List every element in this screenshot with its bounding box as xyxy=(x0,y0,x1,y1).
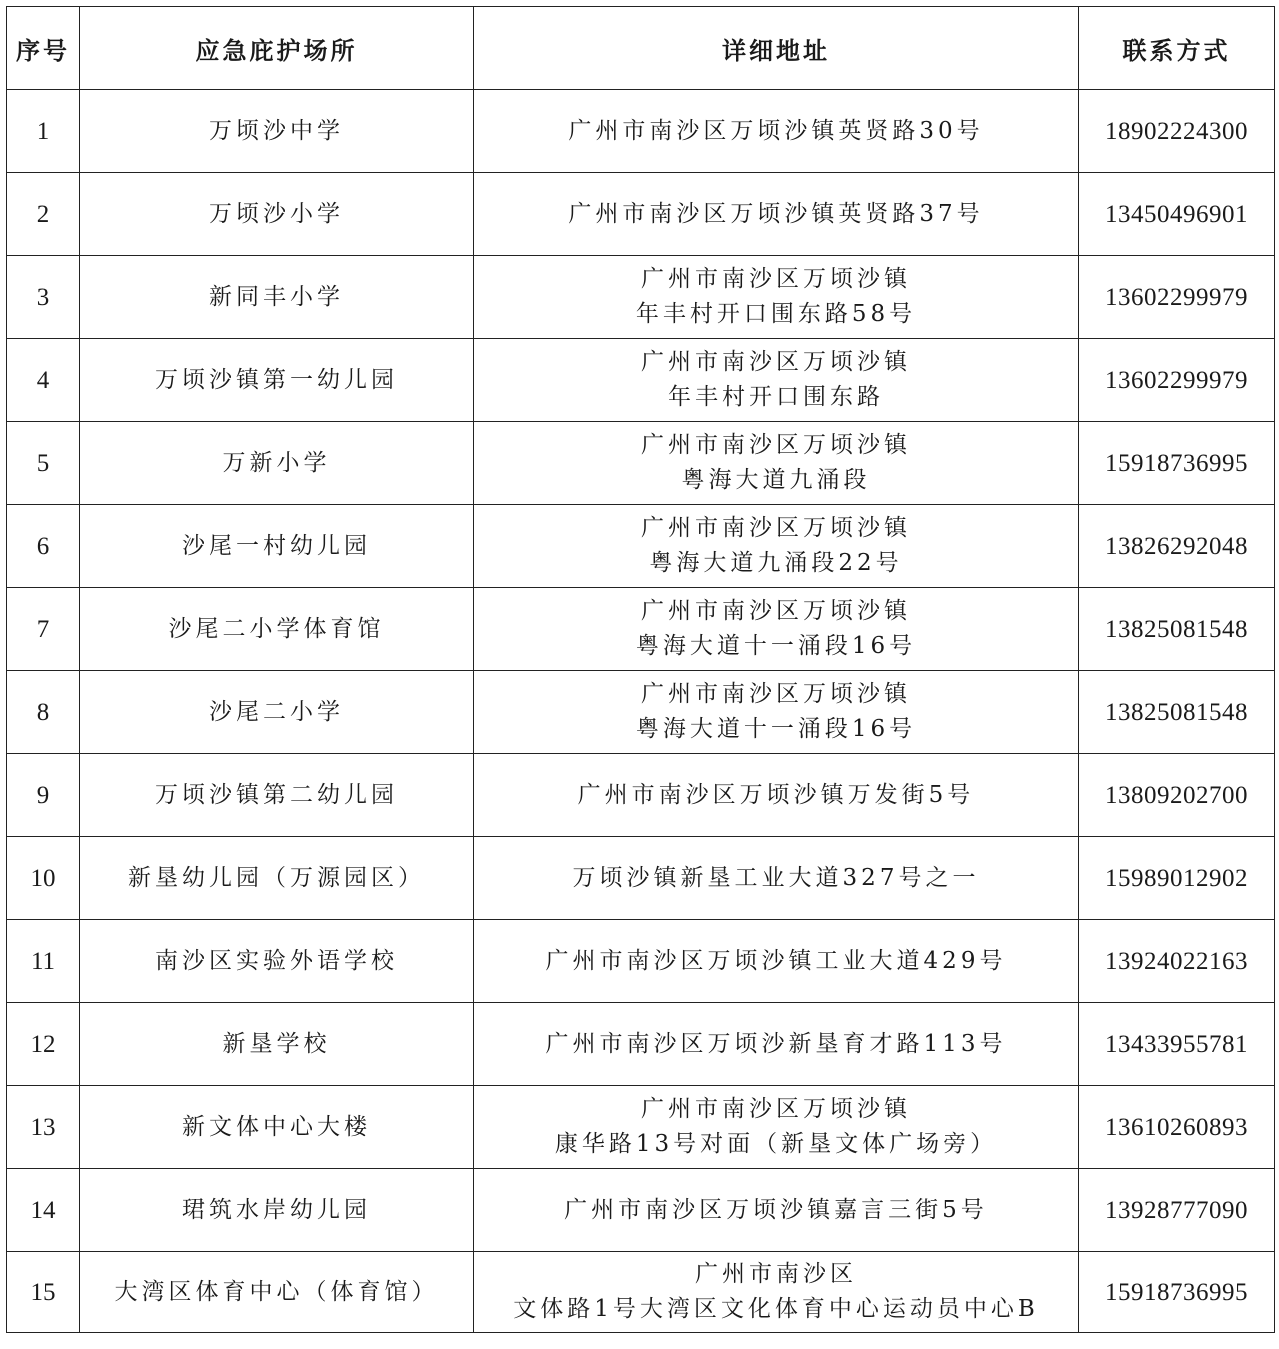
shelter-name: 万顷沙镇第二幼儿园 xyxy=(80,754,474,837)
contact-phone: 13924022163 xyxy=(1079,920,1275,1003)
contact-phone: 13825081548 xyxy=(1079,588,1275,671)
shelter-name: 新垦学校 xyxy=(80,1003,474,1086)
row-number: 5 xyxy=(7,422,80,505)
table-row xyxy=(7,588,1275,671)
row-number: 9 xyxy=(7,754,80,837)
contact-phone: 13809202700 xyxy=(1079,754,1275,837)
address-line: 广州市南沙区万顷沙镇 xyxy=(641,681,911,707)
shelter-name: 新垦幼儿园（万源园区） xyxy=(80,837,474,920)
address-line: 广州市南沙区万顷沙镇 xyxy=(641,598,911,624)
header-row xyxy=(7,7,1275,90)
shelter-address xyxy=(474,1169,1079,1252)
table-row xyxy=(7,256,1275,339)
row-number: 7 xyxy=(7,588,80,671)
header-contact: 联系方式 xyxy=(1079,7,1275,90)
shelter-address xyxy=(474,754,1079,837)
table-row xyxy=(7,339,1275,422)
table-row xyxy=(7,422,1275,505)
table-row xyxy=(7,1252,1275,1333)
shelter-address xyxy=(474,1086,1079,1169)
contact-phone: 15918736995 xyxy=(1079,1252,1275,1333)
shelter-name: 万新小学 xyxy=(80,422,474,505)
address-line: 广州市南沙区万顷沙镇 xyxy=(641,1096,911,1122)
address-line: 粤海大道九涌段22号 xyxy=(649,550,903,576)
address-line: 广州市南沙区万顷沙镇万发街5号 xyxy=(577,781,975,808)
row-number: 13 xyxy=(7,1086,80,1169)
row-number: 2 xyxy=(7,173,80,256)
row-number: 3 xyxy=(7,256,80,339)
shelter-address xyxy=(474,505,1079,588)
table-row xyxy=(7,1003,1275,1086)
address-line: 广州市南沙区 xyxy=(695,1261,857,1287)
table-header xyxy=(7,7,1275,90)
address-line: 广州市南沙区万顷沙镇 xyxy=(641,432,911,458)
shelter-address xyxy=(474,422,1079,505)
shelter-name: 沙尾二小学 xyxy=(80,671,474,754)
contact-phone: 13602299979 xyxy=(1079,256,1275,339)
contact-phone: 18902224300 xyxy=(1079,90,1275,173)
address-line: 广州市南沙区万顷沙镇工业大道429号 xyxy=(545,947,1007,974)
address-line: 文体路1号大湾区文化体育中心运动员中心B xyxy=(513,1296,1039,1322)
shelter-address xyxy=(474,588,1079,671)
contact-phone: 13450496901 xyxy=(1079,173,1275,256)
shelter-address xyxy=(474,671,1079,754)
contact-phone: 13610260893 xyxy=(1079,1086,1275,1169)
row-number: 8 xyxy=(7,671,80,754)
contact-phone: 15918736995 xyxy=(1079,422,1275,505)
address-line: 万顷沙镇新垦工业大道327号之一 xyxy=(572,864,980,891)
address-line: 粤海大道十一涌段16号 xyxy=(635,716,917,742)
shelter-address xyxy=(474,256,1079,339)
shelter-name: 新同丰小学 xyxy=(80,256,474,339)
address-line: 粤海大道十一涌段16号 xyxy=(635,633,917,659)
address-line: 广州市南沙区万顷沙镇 xyxy=(641,515,911,541)
address-line: 康华路13号对面（新垦文体广场旁） xyxy=(554,1131,998,1157)
contact-phone: 13602299979 xyxy=(1079,339,1275,422)
shelter-address xyxy=(474,920,1079,1003)
contact-phone: 15989012902 xyxy=(1079,837,1275,920)
shelter-address xyxy=(474,837,1079,920)
shelter-name: 万顷沙中学 xyxy=(80,90,474,173)
shelter-address xyxy=(474,1252,1079,1333)
address-line: 粤海大道九涌段 xyxy=(681,467,871,493)
shelter-address xyxy=(474,90,1079,173)
contact-phone: 13433955781 xyxy=(1079,1003,1275,1086)
contact-phone: 13928777090 xyxy=(1079,1169,1275,1252)
contact-phone: 13826292048 xyxy=(1079,505,1275,588)
table-row xyxy=(7,671,1275,754)
row-number: 12 xyxy=(7,1003,80,1086)
contact-phone: 13825081548 xyxy=(1079,671,1275,754)
shelter-name: 万顷沙小学 xyxy=(80,173,474,256)
address-line: 广州市南沙区万顷沙镇嘉言三街5号 xyxy=(564,1196,988,1223)
row-number: 11 xyxy=(7,920,80,1003)
row-number: 10 xyxy=(7,837,80,920)
table-row xyxy=(7,754,1275,837)
shelter-name: 南沙区实验外语学校 xyxy=(80,920,474,1003)
shelter-name: 新文体中心大楼 xyxy=(80,1086,474,1169)
header-address: 详细地址 xyxy=(474,7,1079,90)
shelter-name: 万顷沙镇第一幼儿园 xyxy=(80,339,474,422)
address-line: 广州市南沙区万顷沙新垦育才路113号 xyxy=(545,1030,1007,1057)
header-shelter-name: 应急庇护场所 xyxy=(80,7,474,90)
shelter-table xyxy=(6,6,1275,1333)
header-no: 序号 xyxy=(7,7,80,90)
row-number: 6 xyxy=(7,505,80,588)
shelter-address xyxy=(474,173,1079,256)
address-line: 广州市南沙区万顷沙镇英贤路37号 xyxy=(568,200,984,227)
address-line: 年丰村开口围东路 xyxy=(668,384,884,410)
row-number: 4 xyxy=(7,339,80,422)
table-row xyxy=(7,90,1275,173)
table-row xyxy=(7,837,1275,920)
table-row xyxy=(7,920,1275,1003)
table-row xyxy=(7,1169,1275,1252)
table-row xyxy=(7,1086,1275,1169)
table-body xyxy=(7,90,1275,1333)
shelter-name: 大湾区体育中心（体育馆） xyxy=(80,1252,474,1333)
table-row xyxy=(7,505,1275,588)
address-line: 广州市南沙区万顷沙镇 xyxy=(641,349,911,375)
table-row xyxy=(7,173,1275,256)
shelter-table-container xyxy=(6,6,1274,1333)
row-number: 15 xyxy=(7,1252,80,1333)
shelter-name: 沙尾一村幼儿园 xyxy=(80,505,474,588)
row-number: 14 xyxy=(7,1169,80,1252)
shelter-name: 沙尾二小学体育馆 xyxy=(80,588,474,671)
shelter-name: 珺筑水岸幼儿园 xyxy=(80,1169,474,1252)
address-line: 年丰村开口围东路58号 xyxy=(635,301,917,327)
row-number: 1 xyxy=(7,90,80,173)
address-line: 广州市南沙区万顷沙镇 xyxy=(641,266,911,292)
shelter-address xyxy=(474,1003,1079,1086)
shelter-address xyxy=(474,339,1079,422)
address-line: 广州市南沙区万顷沙镇英贤路30号 xyxy=(568,117,984,144)
